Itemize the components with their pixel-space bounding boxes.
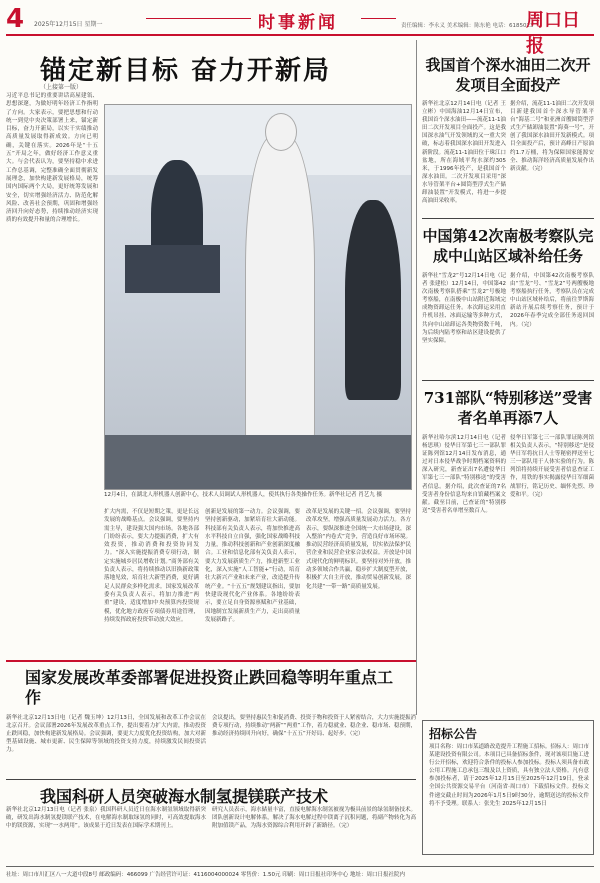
tender-notice — [422, 720, 594, 855]
section-title: 时事新闻 — [258, 13, 338, 33]
newspaper-masthead: 周口日报 — [526, 10, 580, 57]
lead-column-4: 改革是发展的关键一招。会议强调，要坚持改革攻坚，增强高质量发展动力活力。各方表示，要纵深推进全国统一大市场建设，深入整治“内卷式”竞争，营造良好市场环境。推动民营经济高质量发展，切实依法保护民营企业和民营企业家合法权益。开放是中国式现代化的鲜明标识。要坚持对外开放，推动多领域合作共赢，稳步扩大制度型开放，积极扩大自主开放，推动贸易创新发展，深化共建“一带一路”高质量发展。 — [306, 509, 411, 590]
tech-column-1: 新华社北京12月13日电（记者 张泉）我国科研人员近日在海水制氢领域取得新突破，研发出海水制氢提镁联产技术，在电解海水制取绿氢的同时，可高效提取海水中的镁资源，实现“一水两用”。该成果于近日发表在国际学术期刊上。 — [6, 807, 206, 830]
ndrc-headline: 国家发展改革委部署促进投资止跌回稳等明年重点工作 — [25, 668, 394, 707]
photo-robot-head — [265, 113, 297, 151]
ndrc-column-2: 会议提出，要坚持惠民生和促消费、投资于物和投资于人紧密结合，大力实施提振消费专项行动，持续推动“两新”“两重”工作，着力稳就业、稳企业、稳市场、稳预期，推动经济持续回升向好，确保“十五五”开好局、起好步。（完） — [212, 715, 416, 738]
unit731-column-1: 新华社哈尔滨12月14日电（记者 杨思琪）侵华日军第七三一部队罪证陈列馆12月14日发布消息，通过对日本侵华战争时期档案资料的深入研究，新查证出7名遭侵华日军第七三一部队“特别移送”的受害者信息。据介绍，此次查证的7名受害者身份信息均来自馆藏档案文献。截至目前，已查证的“特别移送”受害者名单增至数百人。 — [422, 435, 506, 514]
page-number: 4 — [6, 4, 25, 34]
photo-operator — [345, 200, 401, 400]
lead-subtitle: （上接第一版） — [40, 84, 83, 91]
section-rule — [422, 380, 594, 381]
section-rule — [422, 218, 594, 219]
page-header — [6, 4, 594, 57]
tender-body: 项目名称：周口市某道路改造提升工程施工招标。招标人：周口市某建设投资有限公司。本项目已具备招标条件，现对该项目施工进行公开招标，欢迎符合条件的投标人参加投标。投标人须具备市政公用工程施工总承包三级及以上资质，具有独立法人资格。凡有意参加投标者，请于2025年12月15日至2025年12月19日，登录全国公共资源交易平台（河南省·周口市）下载招标文件。投标文件递交截止时间为2026年1月5日9时30分，逾期送达的投标文件将不予受理。联系人：张先生 2025年12月15日 — [429, 744, 589, 807]
tech-column-2: 研究人员表示，海水储量丰富，直接电解海水制氢被视为极具前景的绿氢制备技术。团队创新设计电解体系，解决了海水电解过程中镁离子沉积问题，将副产物转化为高附加值镁产品，为海水资源综合利用开辟了新路径。（完） — [212, 807, 416, 830]
oil-column-2: 据介绍，流花11-1油田二次开发项目新建我国首个深水导管架平台“海基二号”和亚洲首艘圆筒型浮式生产储卸油装置“海葵一号”，开创了我国深水油田开发新模式。项目全面投产后，预计高峰日产原油约1.7万桶，将为保障国家能源安全、推动海洋经济高质量发展作出新贡献。（完） — [510, 101, 594, 172]
photo-workstation — [125, 245, 220, 293]
page-footer: 社址：周口市川汇区八一大道中段8号 邮政编码：466099 广告经营许可证：4116004000024 零售价：1.50元 印刷：周口日报社印务中心 地址：周口日报社院内 — [6, 866, 594, 878]
editor-credits: 责任编辑：李永义 美术编辑：陈东艳 电话：6185023 — [401, 23, 534, 29]
oil-headline: 我国首个深水油田二次开发项目全面投产 — [425, 56, 591, 94]
lead-column-2: 扩大内需，不仅是短期之策，更是长远发展的战略基点。会议强调，要坚持内需主导，建设强大国内市场。各地各部门纷纷表示，要大力提振消费，扩大有效投资，推动消费和投资协同发力。“深入实施提振消费专项行动，制定实施城乡居民增收计划。”商务部有关负责人表示，将持续推动以旧换新政策落地见效，培育壮大新型消费，更好满足人民群众多样化需求。国家发展改革委有关负责人表示，将加力推进“两重”建设，适度增加中央预算内投资规模，优化地方政府专项债券用途管理，持续发挥政府投资带动放大效应。 — [104, 509, 199, 623]
section-rule — [6, 779, 416, 780]
antarctic-column-1: 新华社“雪龙2”号12月14日电（记者 张建松）12月14日，中国第42次南极考察队搭乘“雪龙2”号极地考察船，在南极中山站附近海域完成物资卸运任务。本次卸运采用直升机吊挂、冰面运输等多种方式，共向中山站卸运各类物资数千吨，为后续内陆考察和站区建设提供了坚实保障。 — [422, 273, 506, 344]
antarctic-column-2: 据介绍，中国第42次南极考察队由“雪龙”号、“雪龙2”号两艘极地考察船执行任务，考察队员在完成中山站区域补给后，将前往罗斯海新站开展后续考察任务，预计于2026年春季完成全部任务返回国内。（完） — [510, 273, 594, 328]
photo-caption: 12月4日，在湖北人形机器人创新中心，技术人员调试人形机器人，使其执行各类操作任务。新华社记者 肖艺九 摄 — [104, 492, 382, 498]
issue-date: 2025年12月15日 星期一 — [34, 21, 103, 28]
lead-column-1: 习近平总书记的重要讲话高屋建瓴、思想深邃，为做好明年经济工作指明了方向。大家表示，要把思想和行动统一到党中央决策部署上来，锚定新目标，奋力开新局，以实干实绩推动高质量发展取得新成效。方向已明确，关键在落实。2026年是“十五五”开局之年，做好经济工作意义重大。与会代表认为，要坚持稳中求进工作总基调，完整准确全面贯彻新发展理念，加快构建新发展格局，统筹国内国际两个大局，更好统筹发展和安全，切实增强经济活力、防范化解风险、改善社会预期，巩固和增强经济回升向好态势，持续推动经济实现质的有效提升和量的合理增长。 — [6, 93, 98, 224]
tender-title: 招标公告 — [429, 727, 478, 741]
column-divider — [416, 40, 417, 715]
photo-floor — [105, 435, 412, 490]
lead-headline: 锚定新目标 奋力开新局 — [40, 56, 332, 86]
oil-column-1: 新华社北京12月14日电（记者 王立彬）中国海油12月14日宣布，我国首个深水油田——流花11-1油田二次开发项目全面投产。这是我国深水油气开发领域的又一重大突破，标志着我国深水油田开发进入新阶段。流花11-1油田位于珠江口盆地，所在海域平均水深约305米，于1996年投产，是我国首个深水油田。二次开发项目采用“深水导管架平台+圆筒型浮式生产储卸油装置”开发模式，将进一步提高油田采收率。 — [422, 101, 506, 205]
section-divider — [146, 18, 251, 19]
lead-column-3: 创新是发展的第一动力。会议强调，要坚持创新驱动，加紧培育壮大新动能。科技部有关负责人表示，将加快推进高水平科技自立自强，强化国家战略科技力量，推动科技创新和产业创新深度融合。工业和信息化部有关负责人表示，要大力发展新质生产力，推进新型工业化，深入实施“人工智能+”行动，培育壮大新兴产业和未来产业，改造提升传统产业。“十五五”规划建议指出，要加快建设现代化产业体系。各地纷纷表示，要立足自身资源禀赋和产业基础，因地制宜发展新质生产力，走出高质量发展新路子。 — [205, 509, 300, 623]
photo-humanoid-robot — [245, 135, 315, 465]
unit731-column-2: 侵华日军第七三一部队罪证陈列馆相关负责人表示，“特别移送”是侵华日军将抗日人士等秘密押送至七三一部队用于人体实验的行为。陈列馆将持续开展受害者信息查证工作，用铁的事实揭露侵华日军细菌战罪行，铭记历史、缅怀先烈、珍爱和平。（完） — [510, 435, 594, 498]
section-divider — [361, 18, 396, 19]
unit731-headline: 731部队“特别移送”受害者名单再添7人 — [423, 389, 593, 427]
lead-photo — [104, 104, 412, 490]
antarctic-headline: 中国第42次南极考察队完成中山站区域补给任务 — [422, 227, 594, 265]
ndrc-column-1: 新华社北京12月13日电（记者 魏玉坤）12月13日，全国发展和改革工作会议在北京召开。会议部署2026年发展改革重点工作，提出要着力扩大内需，推动投资止跌回稳，加快构建新发展格局。会议强调，要更大力度优化投资结构，加大对新型基础设施、城市更新、民生保障等领域的投资支持力度，持续激发民间投资活力。 — [6, 715, 206, 754]
section-rule — [6, 660, 416, 662]
tech-headline: 我国科研人员突破海水制氢提镁联产技术 — [40, 787, 329, 806]
